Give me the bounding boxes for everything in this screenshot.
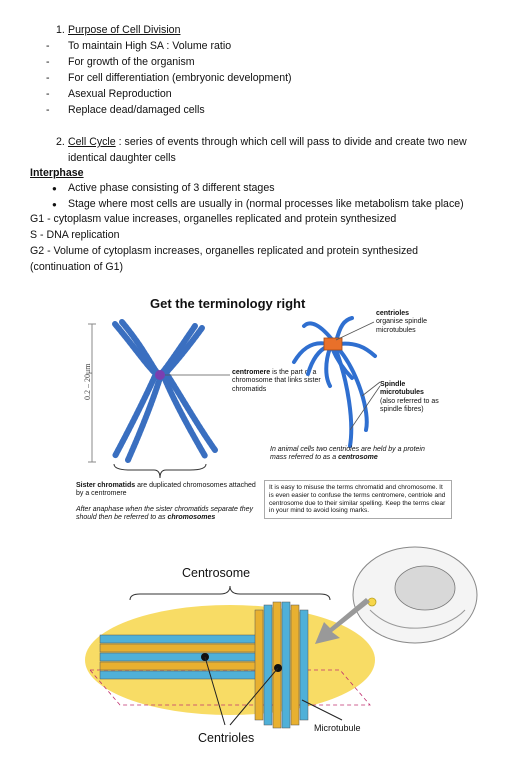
bullet-dash: - [46,40,50,52]
animal-cells-note [270,446,440,463]
list-item: For cell differentiation (embryonic development) [68,72,292,84]
g2-line2: (continuation of G1) [30,261,124,273]
animal-note-text: In animal cells two centrioles are held by a protein mass referred to as a [270,446,425,462]
centrosome-illustration [70,540,490,765]
interphase-heading: Interphase [30,167,84,179]
section2-number: 2. [56,136,65,148]
spindle-label [380,381,448,415]
centromere-text: is the part of a chromosome that links sister chromatids [232,369,321,393]
section1-number: 1. [56,24,65,36]
centrioles-label [376,310,456,335]
chromatid-brace [110,462,210,480]
centrioles-text: organise spindle microtubules [376,318,427,334]
sister-chromatids-term: Sister chromatids [76,482,136,489]
cell-cycle-term: Cell Cycle [68,136,116,148]
cell-cycle-definition: : series of events through which cell will pass to divide and create two new [115,136,467,148]
g2-line1: G2 - Volume of cytoplasm increases, organelles replicated and protein synthesized [30,245,419,257]
figure1-title: Get the terminology right [150,296,306,311]
scale-label: 0.2 – 20μm [83,363,92,400]
anaphase-note [76,506,258,523]
spindle-text: (also referred to as spindle fibres) [380,397,439,414]
centromere-term: centromere [232,369,271,376]
section1-title: Purpose of Cell Division [68,24,181,36]
s-line: S - DNA replication [30,229,120,241]
section2-line1 [68,136,467,149]
list-item: For growth of the organism [68,56,195,68]
chromosomes-term: chromosomes [167,514,216,522]
bullet-dot: ● [52,200,57,209]
centrioles-term: centrioles [376,310,410,317]
microtubule-label: Microtubule [314,723,361,733]
centrosome-title: Centrosome [182,566,251,580]
bullet-dash: - [46,104,50,116]
list-item: Replace dead/damaged cells [68,104,205,116]
sister-chromatids-text: are duplicated chromosomes attached by a centromere [76,482,256,498]
bullet-dash: - [46,88,50,100]
bullet-dot: ● [52,184,57,193]
spindle-term: Spindle microtubules [380,381,424,397]
centrioles-bottom-label: Centrioles [198,731,255,745]
section2-line2: identical daughter cells [68,152,176,164]
interphase-bullet: Active phase consisting of 3 different stages [68,182,275,194]
anaphase-note-text: After anaphase when the sister chromatids separate they should then be referred to as [76,506,254,522]
bullet-dash: - [46,72,50,84]
list-item: Asexual Reproduction [68,88,172,100]
interphase-bullet: Stage where most cells are usually in (normal processes like metabolism take place) [68,198,464,210]
centrosome-term: centrosome [338,454,378,462]
g1-line: G1 - cytoplasm value increases, organelles replicated and protein synthesized [30,213,397,225]
sister-chromatids-label [76,482,258,499]
terminology-note-box: It is easy to misuse the terms chromatid and chromosome. It is even easier to confuse the terms centromere, centriole and centrosome due to their similar spelling. Keep the terms clear in your mind to avoid losing marks. [264,480,452,519]
bullet-dash: - [46,56,50,68]
list-item: To maintain High SA : Volume ratio [68,40,232,52]
